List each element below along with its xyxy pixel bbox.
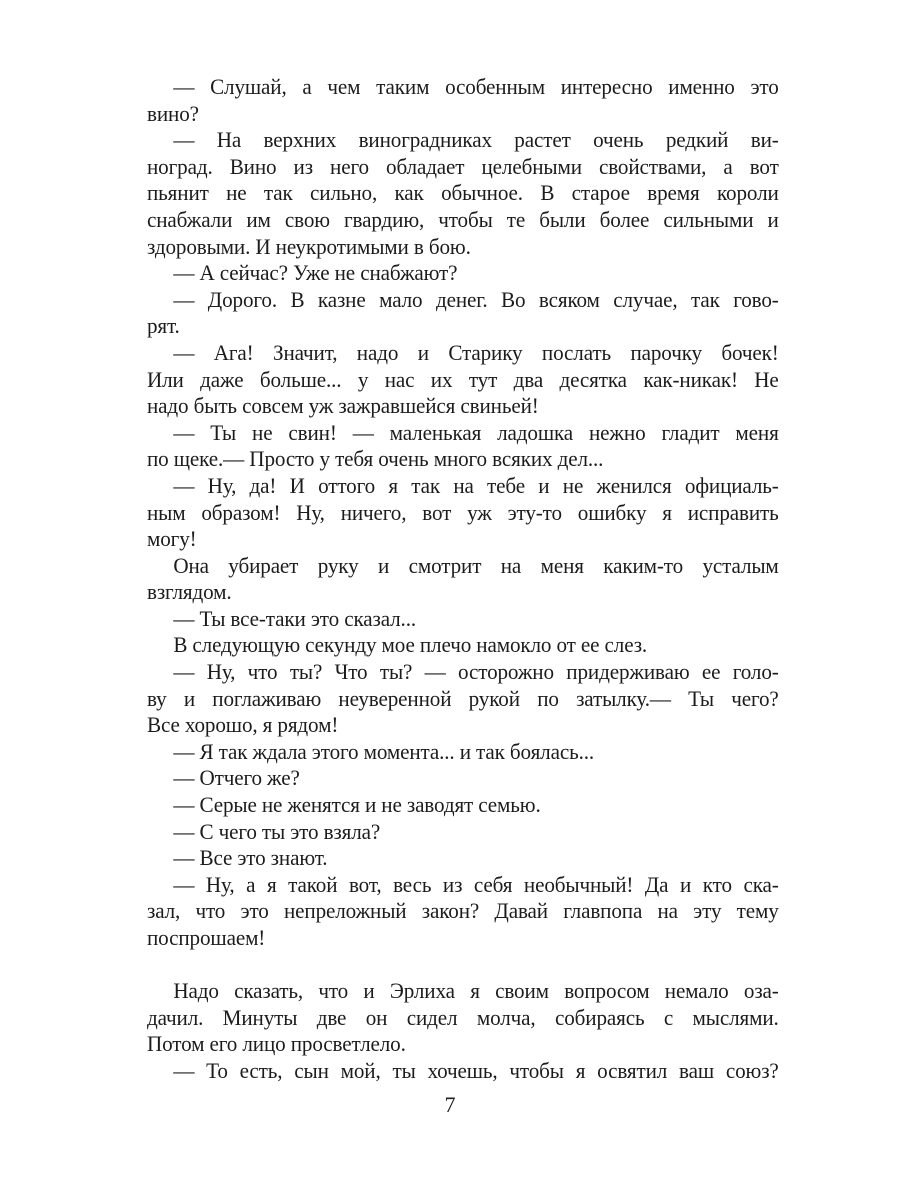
text-line: ным образом! Ну, ничего, вот уж эту-то ошибку я исправить [147,499,779,525]
book-page-text [147,74,779,1085]
text-line: Она убирает руку и смотрит на меня каким-то усталым [173,552,779,578]
text-line: — Ты не свин! — маленькая ладошка нежно гладит меня [173,419,779,445]
text-line: ноград. Вино из него обладает целебными свойствами, а вот [147,153,779,179]
text-line: по щеке.— Просто у тебя очень много всяких дел... [147,446,604,472]
text-line: могу! [147,526,197,552]
text-line: надо быть совсем уж зажравшейся свиньей! [147,393,539,419]
text-line: — То есть, сын мой, ты хочешь, чтобы я освятил ваш союз? [173,1057,779,1083]
text-line: — Все это знают. [173,845,328,871]
text-line: взглядом. [147,579,232,605]
text-line: — Ну, что ты? Что ты? — осторожно придерживаю ее голо- [173,659,779,685]
text-line: — Ты все-таки это сказал... [173,605,417,631]
text-line: Надо сказать, что и Эрлиха я своим вопросом немало оза- [173,978,779,1004]
text-line: — Отчего же? [173,765,300,791]
text-line: — С чего ты это взяла? [173,818,381,844]
text-line: — Я так ждала этого момента... и так боялась... [173,738,595,764]
text-line: — Ага! Значит, надо и Старику послать парочку бочек! [173,339,779,365]
page-number: 7 [444,1092,456,1117]
text-line: зал, что это непреложный закон? Давай главпопа на эту тему [147,898,779,924]
text-line: ву и поглаживаю неуверенной рукой по затылку.— Ты чего? [147,685,779,711]
text-line: — А сейчас? Уже не снабжают? [173,260,458,286]
text-line: здоровыми. И неукротимыми в бою. [147,233,471,259]
text-line: — Дорого. В казне мало денег. Во всяком случае, так гово- [173,286,779,312]
text-line: пьянит не так сильно, как обычное. В старое время короли [147,180,779,206]
text-line: поспрошаем! [147,925,266,950]
text-line: — Слушай, а чем таким особенным интересно именно это [173,74,779,99]
text-line: рят. [147,313,180,339]
text-line: снабжали им свою гвардию, чтобы те были более сильными и [147,206,779,232]
text-line: — Ну, а я такой вот, весь из себя необычный! Да и кто ска- [173,871,779,897]
paragraph-break [147,952,779,979]
text-line: В следующую секунду мое плечо намокло от ее слез. [173,632,648,658]
text-line: вино? [147,100,199,126]
text-line: — На верхних виноградниках растет очень редкий ви- [173,127,779,153]
text-line: Или даже больше... у нас их тут два десятка как-никак! Не [147,366,779,392]
text-line: Потом его лицо просветлело. [147,1031,406,1057]
text-line: дачил. Минуты две он сидел молча, собираясь с мыслями. [147,1004,779,1030]
text-line: — Ну, да! И оттого я так на тебе и не женился официаль- [173,472,779,498]
text-line: — Серые не женятся и не заводят семью. [173,792,541,818]
text-line: Все хорошо, я рядом! [147,712,339,738]
